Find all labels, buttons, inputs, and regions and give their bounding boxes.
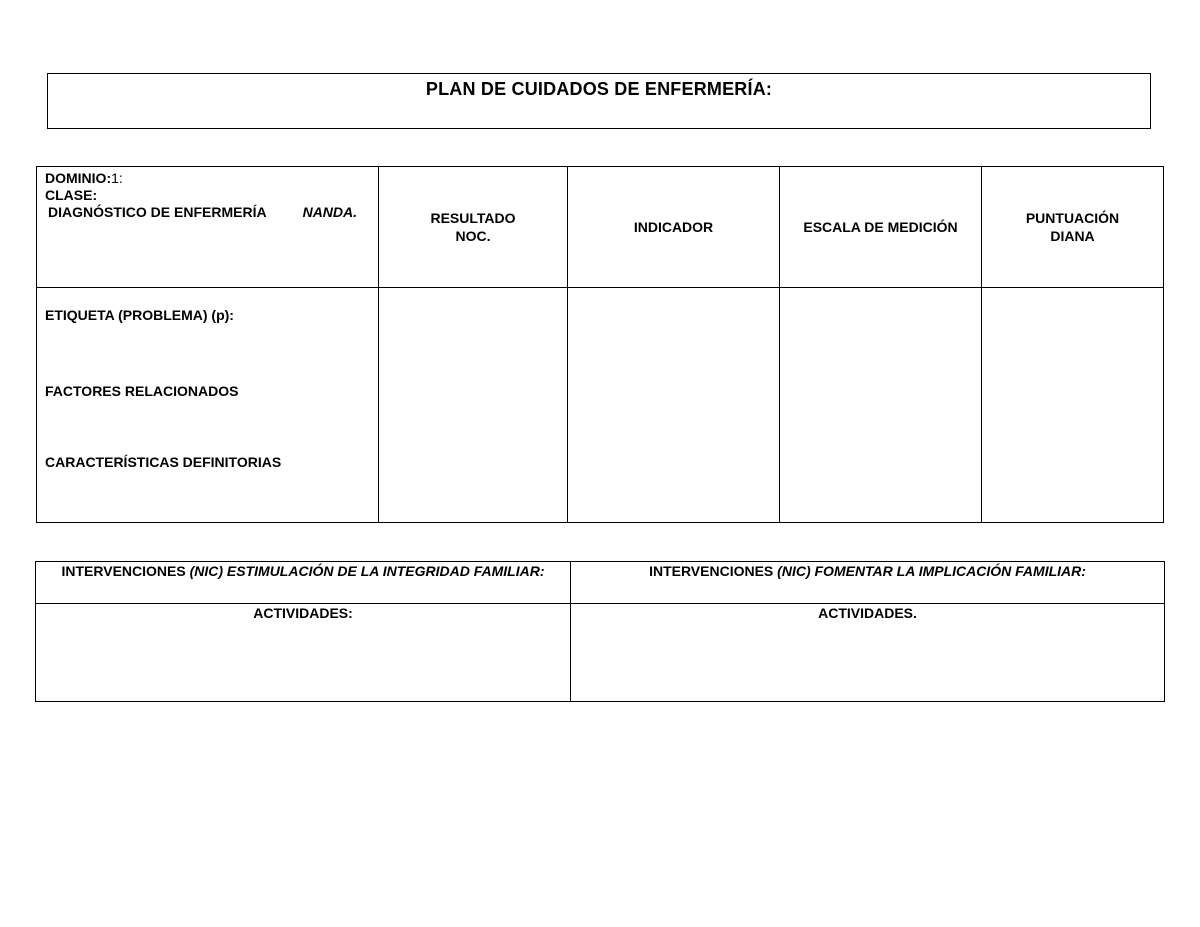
page-title: PLAN DE CUIDADOS DE ENFERMERÍA: [425,79,773,99]
puntuacion-line-1: PUNTUACIÓN [1025,210,1120,226]
domain-value: 1: [111,170,123,186]
intervention-left-header [36,562,571,604]
nanda-label: NANDA. [302,204,358,220]
intervention-right-title: (NIC) FOMENTAR LA IMPLICACIÓN FAMILIAR: [777,563,1086,579]
indicador-entry-cell[interactable] [568,288,780,523]
domain-line [45,170,378,187]
class-label: CLASE: [45,187,98,203]
escala-entry-cell[interactable] [780,288,982,523]
domain-cell [37,167,379,288]
diagnosis-line [45,204,378,221]
resultado-line-1: RESULTADO [430,210,516,226]
column-header-resultado [379,167,568,288]
intervention-left-title: (NIC) ESTIMULACIÓN DE LA INTEGRIDAD FAMILIAR: [189,563,545,579]
puntuacion-line-2: DIANA [1050,228,1095,244]
interventions-table [35,561,1165,702]
problem-cell [37,288,379,523]
activities-row [36,604,1165,702]
resultado-entry-cell[interactable] [379,288,568,523]
puntuacion-entry-cell[interactable] [982,288,1164,523]
right-activities-label: ACTIVIDADES. [818,605,917,621]
escala-label: ESCALA DE MEDICIÓN [803,219,958,235]
left-activities-cell[interactable] [36,604,571,702]
intervention-left-prefix: INTERVENCIONES [61,563,186,579]
column-header-puntuacion [982,167,1164,288]
column-header-escala [780,167,982,288]
right-activities-cell[interactable] [571,604,1165,702]
column-header-indicador [568,167,780,288]
indicador-label: INDICADOR [633,219,714,235]
intervention-right-prefix: INTERVENCIONES [649,563,774,579]
factores-label: FACTORES RELACIONADOS [45,383,239,399]
title-box [47,73,1151,129]
resultado-line-2: NOC. [455,228,491,244]
etiqueta-label: ETIQUETA (PROBLEMA) (p): [45,307,234,323]
care-plan-table [36,166,1164,523]
diagnosis-label: DIAGNÓSTICO DE ENFERMERÍA [48,204,267,220]
caracteristicas-label: CARACTERÍSTICAS DEFINITORIAS [45,454,282,470]
intervention-right-header [571,562,1165,604]
left-activities-label: ACTIVIDADES: [253,605,353,621]
care-plan-header-row [37,167,1164,288]
interventions-header-row [36,562,1165,604]
care-plan-body-row [37,288,1164,523]
domain-label: DOMINIO: [45,170,112,186]
